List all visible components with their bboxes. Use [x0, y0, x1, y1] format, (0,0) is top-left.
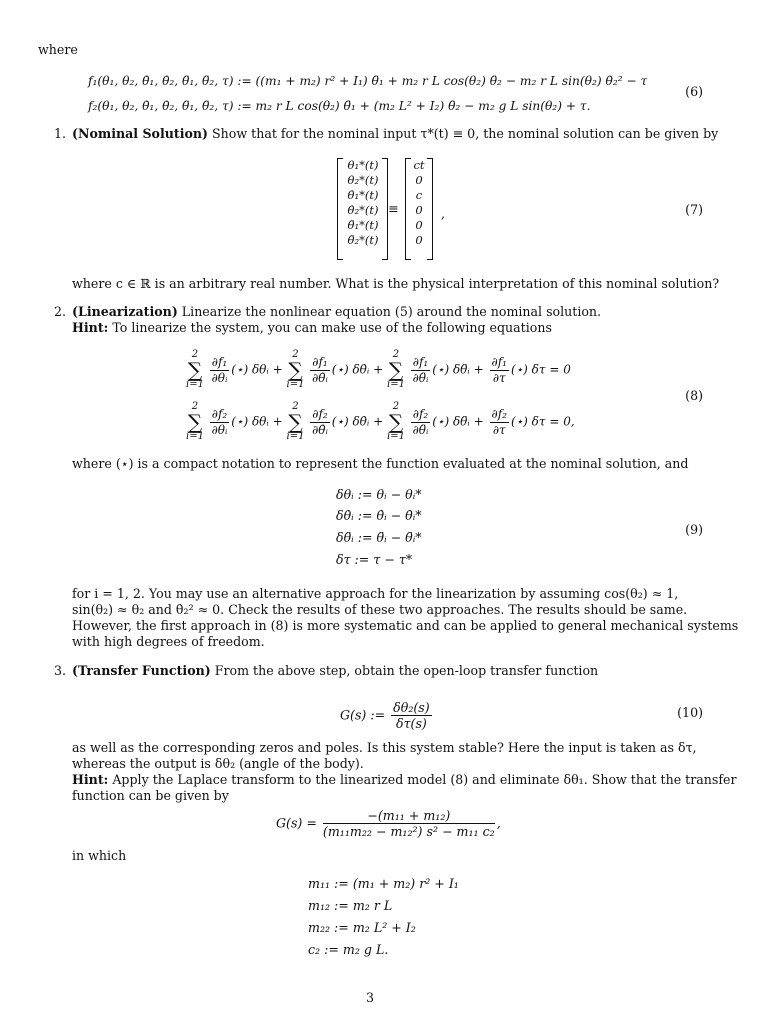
vector-entry: 0: [415, 218, 423, 232]
item-2-title: (Linearization): [72, 304, 178, 319]
transfer-function-denominator: δτ(s): [396, 716, 427, 731]
item-1-number: 1.: [54, 126, 67, 141]
item-3-number: 3.: [54, 663, 67, 678]
definition-delta-tau: δτ := τ − τ*: [336, 552, 413, 567]
definition-delta-theta-dot: δθ̇ᵢ := θ̇ᵢ − θ̇ᵢ*: [336, 508, 422, 523]
hint-label: Hint:: [72, 320, 109, 335]
vector-entry: θ̈₁*(t): [347, 218, 379, 232]
equation-number-10: (10): [677, 705, 703, 720]
vector-comma: ,: [441, 206, 446, 221]
definition-m22: m₂₂ := m₂ L² + I₂: [308, 920, 416, 935]
vector-entry: c: [415, 188, 423, 202]
vector-entry: θ̇₁*(t): [347, 188, 379, 202]
item-1-text: Show that for the nominal input τ*(t) ≡ 0, the nominal solution can be given by: [212, 126, 719, 141]
right-vector-close-bracket: [427, 158, 433, 260]
definition-c2: c₂ := m₂ g L.: [308, 942, 389, 957]
paragraph-line: as well as the corresponding zeros and poles. Is this system stable? Here the input is taken as δτ,: [72, 740, 697, 755]
transfer-function-definition: [340, 700, 434, 731]
transfer-function-result-denominator: (m₁₁m₂₂ − m₁₂²) s² − m₁₁ c₂: [322, 824, 495, 839]
vector-entry: 0: [415, 233, 423, 247]
paragraph-line: for i = 1, 2. You may use an alternative approach for the linearization by assuming cos(θ₂) ≈ 1,: [72, 586, 679, 601]
page-number: 3: [366, 990, 375, 1005]
equation-number-6: (6): [685, 84, 703, 99]
definition-delta-theta-ddot: δθ̈ᵢ := θ̈ᵢ − θ̈ᵢ*: [336, 530, 422, 545]
item-2-heading: [72, 304, 601, 320]
equation-number-8: (8): [685, 388, 703, 403]
result-comma: ,: [496, 815, 501, 831]
equation-8-line-2: 2 ∑ i=1 $\frac{\text{∂f₂}}{\text{∂θᵢ}}$ (⋆) δθᵢ + 2 ∑ i=1 $\frac{\text{∂f₂}}{\text{∂θ̇ᵢ}}$ (⋆) δθ̇ᵢ + 2 ∑ i=1 $\frac{\text{∂f₂}}{\text{∂θ̈ᵢ}}$ (⋆) δθ̈ᵢ + $\frac{\text{∂f₂}}{\partial\tau}$ (⋆) δτ = 0,: [186, 401, 575, 442]
item-3-text: From the above step, obtain the open-loop transfer function: [214, 663, 599, 678]
hint-text-continued: function can be given by: [72, 788, 229, 803]
vector-entry: θ̇₂*(t): [347, 203, 379, 217]
paragraph-line: with high degrees of freedom.: [72, 634, 265, 649]
definition-m11: m₁₁ := (m₁ + m₂) r² + I₁: [308, 876, 459, 891]
hint-label: Hint:: [72, 772, 109, 787]
in-which-label: in which: [72, 848, 127, 863]
item-3-hint: [72, 772, 736, 788]
item-2-number: 2.: [54, 304, 67, 319]
definition-m12: m₁₂ := m₂ r L: [308, 898, 393, 913]
transfer-function-result: [276, 808, 501, 839]
paragraph-line: However, the first approach in (8) is more systematic and can be applied to general mechanical systems: [72, 618, 739, 633]
where-star-text: where (⋆) is a compact notation to represent the function evaluated at the nominal solution, and: [72, 456, 689, 471]
equation-8-line-1: 2 ∑ i=1 $\frac{\text{∂f₁}}{\text{∂θᵢ}}$ (⋆) δθᵢ + 2 ∑ i=1 $\frac{\text{∂f₁}}{\text{∂θ̇ᵢ}}$ (⋆) δθ̇ᵢ + 2 ∑ i=1 $\frac{\text{∂f₁}}{\text{∂θ̈ᵢ}}$ (⋆) δθ̈ᵢ + $\frac{\text{∂f₁}}{\partial\tau}$ (⋆) δτ = 0: [186, 349, 571, 390]
item-1-heading: [72, 126, 718, 142]
paragraph-line: sin(θ₂) ≈ θ₂ and θ̇₂² ≈ 0. Check the results of these two approaches. The results should be same.: [72, 602, 688, 617]
vector-entry: 0: [415, 173, 423, 187]
equation-8-line-2-end: (⋆) δτ = 0,: [510, 414, 575, 429]
nominal-state-vector: [343, 158, 383, 248]
hint-text: Apply the Laplace transform to the linearized model (8) and eliminate δθ₁. Show that the transfer: [112, 772, 737, 787]
item-2-text: Linearize the nonlinear equation (5) around the nominal solution.: [181, 304, 602, 319]
equation-f2: f₂(θ₁, θ₂, θ̇₁, θ̇₂, θ̈₁, θ̈₂, τ) := m₂ r L cos(θ₂) θ̈₁ + (m₂ L² + I₂) θ̈₂ − m₂ g L sin(θ₂) + τ.: [88, 99, 591, 113]
item-3-heading: [72, 663, 598, 679]
hint-text: To linearize the system, you can make use of the following equations: [112, 320, 552, 335]
vector-entry: θ₂*(t): [347, 173, 379, 187]
item-3-title: (Transfer Function): [72, 663, 211, 678]
where-label: where: [38, 42, 78, 57]
item-1-interpretation: where c ∈ ℝ is an arbitrary real number. What is the physical interpretation of this nominal solution?: [72, 276, 720, 291]
vector-entry: 0: [415, 203, 423, 217]
equation-number-9: (9): [685, 522, 703, 537]
item-2-hint: [72, 320, 552, 336]
equation-f1: f₁(θ₁, θ₂, θ̇₁, θ̇₂, θ̈₁, θ̈₂, τ) := ((m₁ + m₂) r² + I₁) θ̈₁ + m₂ r L cos(θ₂) θ̈₂ − m₂ r L sin(θ₂) θ̇₂² − τ: [88, 74, 648, 88]
vector-entry: ct: [413, 158, 425, 172]
vector-entry: θ̈₂*(t): [347, 233, 379, 247]
paragraph-line: whereas the output is δθ₂ (angle of the body).: [72, 756, 364, 771]
transfer-function-result-numerator: −(m₁₁ + m₁₂): [323, 808, 495, 824]
transfer-function-result-lhs: G(s) =: [276, 815, 317, 831]
definition-delta-theta: δθᵢ := θᵢ − θᵢ*: [336, 487, 422, 502]
equation-number-7: (7): [685, 202, 703, 217]
equivalence-sign: ≡: [388, 201, 399, 216]
equation-8-line-1-end: (⋆) δτ = 0: [510, 362, 571, 377]
nominal-value-vector: [410, 158, 428, 248]
transfer-function-numerator: δθ₂(s): [393, 700, 430, 715]
transfer-function-lhs: G(s) :=: [340, 707, 386, 723]
item-1-title: (Nominal Solution): [72, 126, 209, 141]
vector-entry: θ₁*(t): [347, 158, 379, 172]
